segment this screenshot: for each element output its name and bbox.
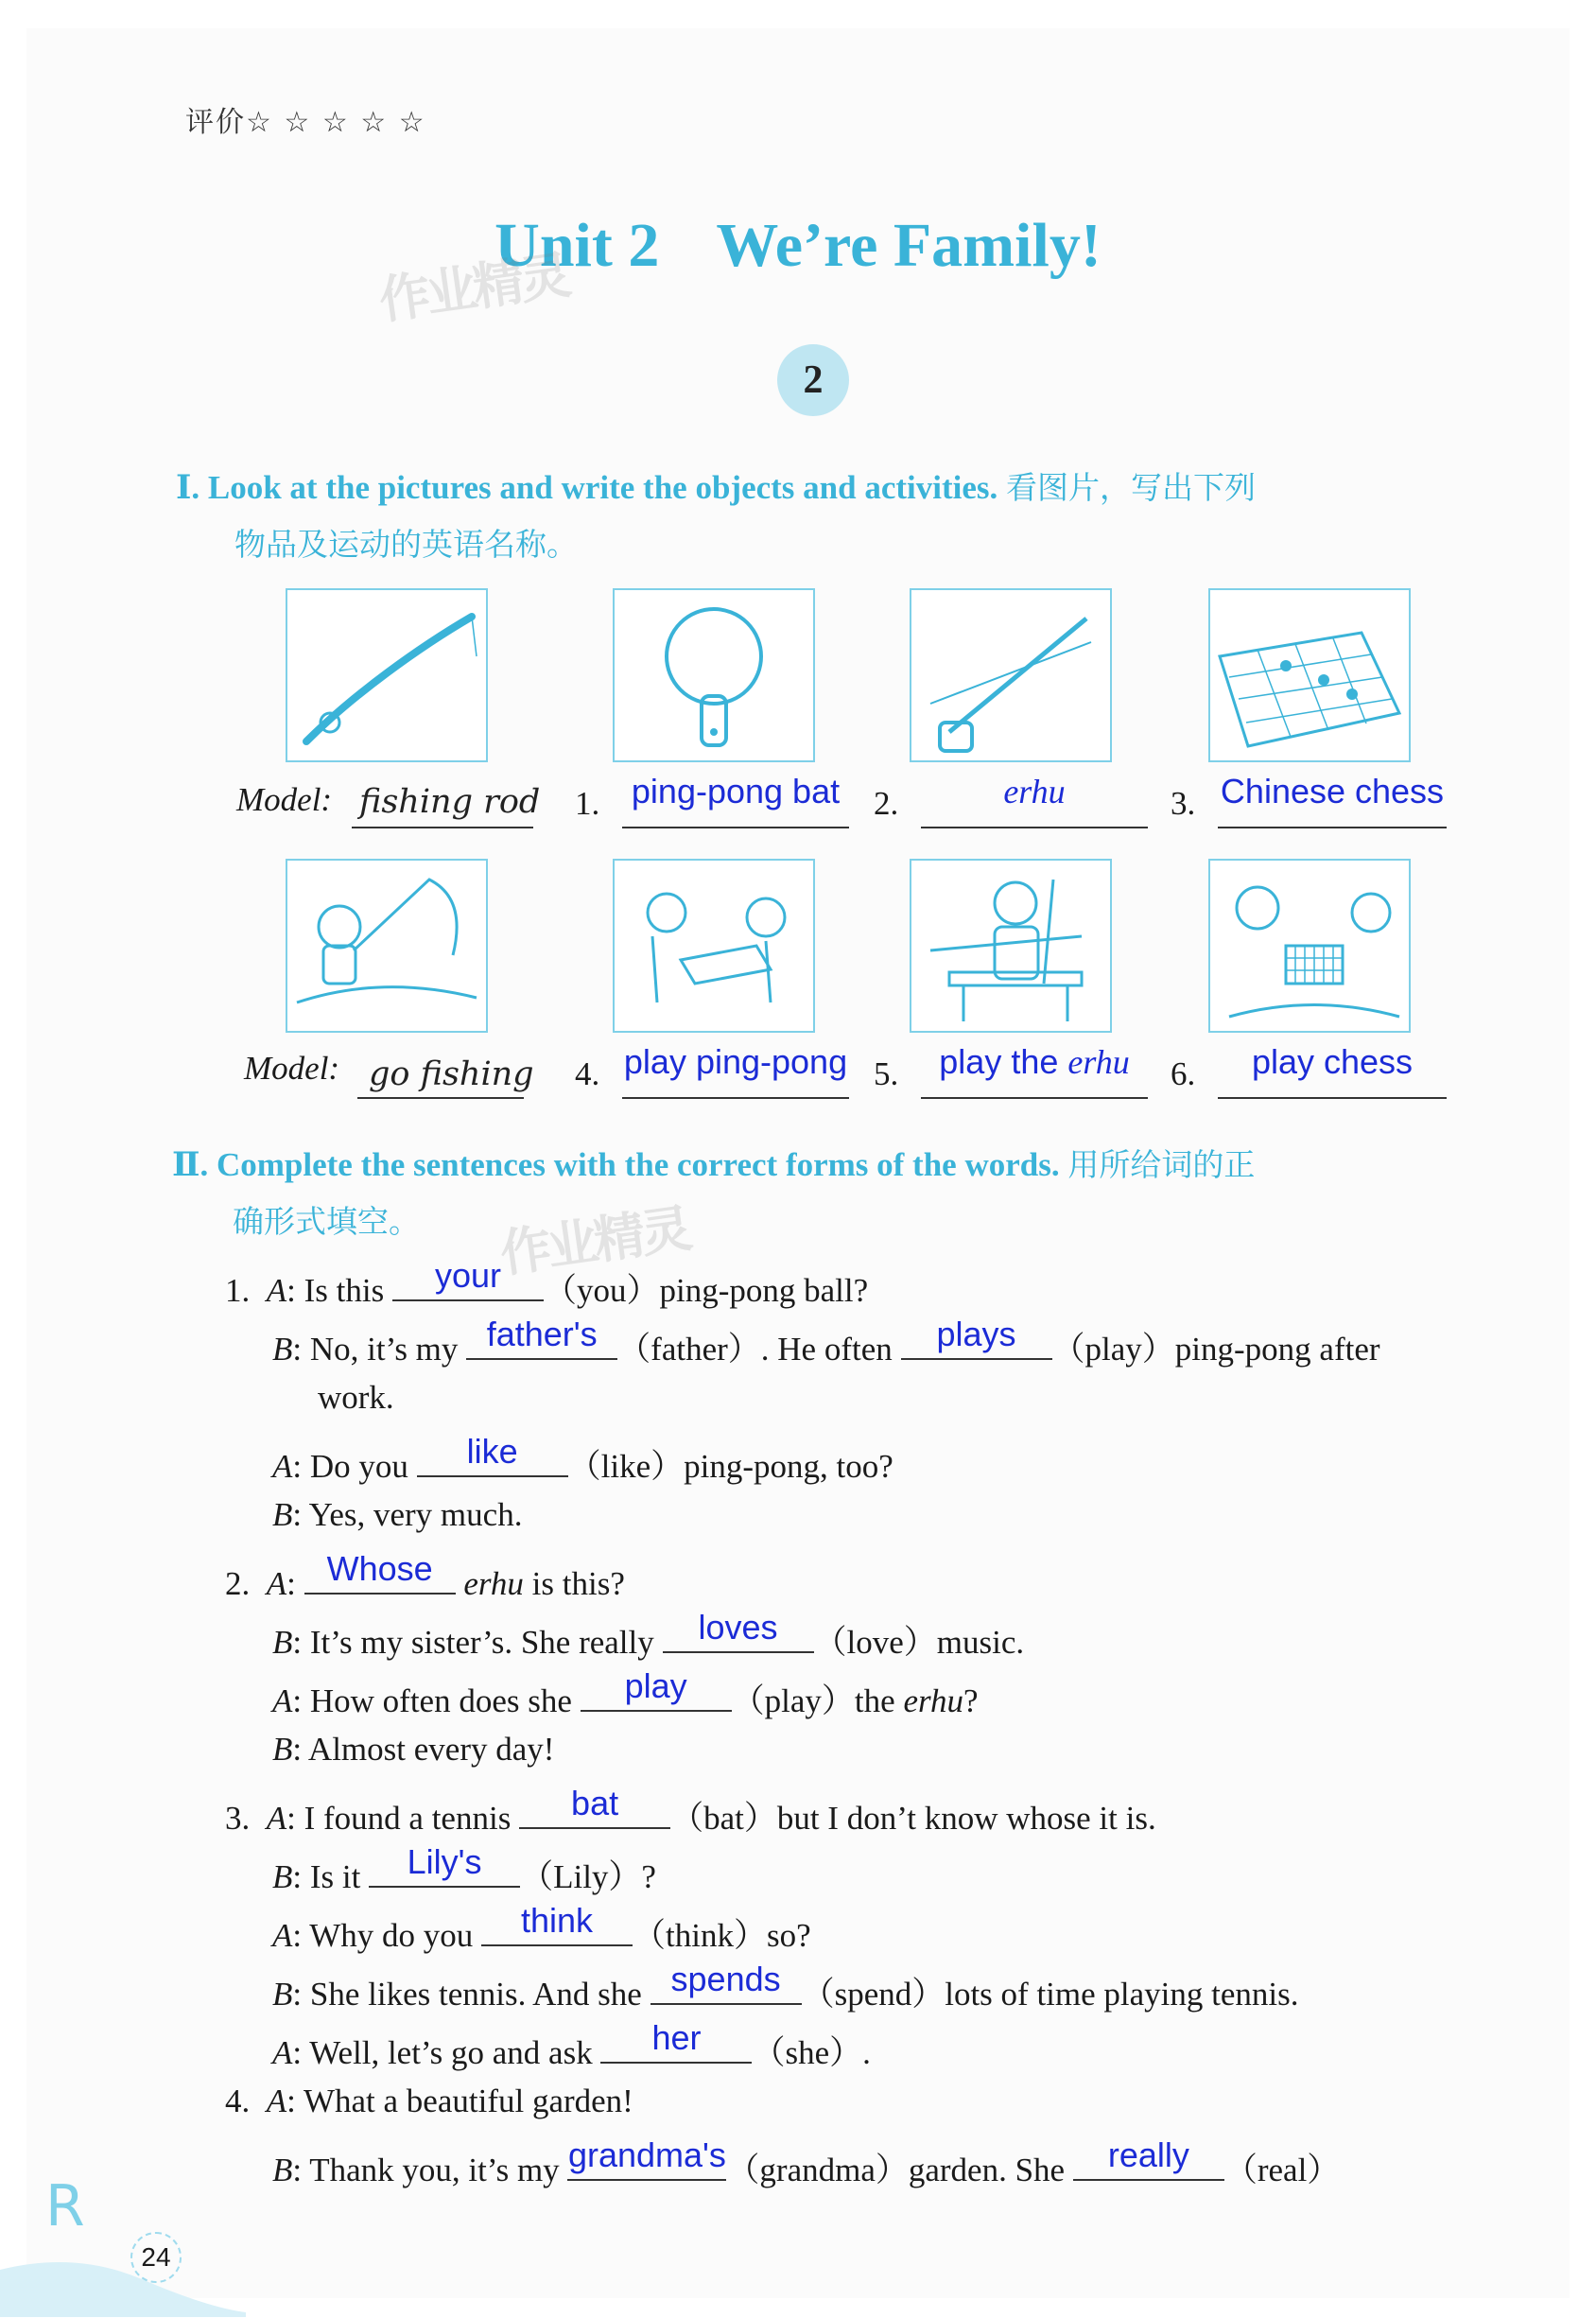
q1-line-2 <box>272 1315 1380 1370</box>
footer-wave-decoration <box>0 2241 246 2317</box>
section-2-instruction-cn: 用所给词的正 <box>1067 1146 1256 1183</box>
item-1-answer: ping-pong bat <box>631 772 841 810</box>
page-number: 24 <box>130 2232 182 2283</box>
answer-blank <box>466 1315 617 1360</box>
item-2-number: 2. <box>874 785 899 822</box>
speaker: B <box>272 1331 293 1368</box>
q1-line-4 <box>272 1432 893 1488</box>
play-chess-picture <box>1208 859 1411 1033</box>
q2-line-1 <box>225 1549 625 1603</box>
answer-blank <box>304 1549 456 1595</box>
unit-name: We’re Family! <box>716 211 1102 280</box>
speaker: B <box>272 1731 293 1768</box>
chinese-chess-picture <box>1208 588 1411 762</box>
erhu-picture <box>910 588 1112 762</box>
ping-pong-bat-picture <box>613 588 815 762</box>
sentence-text: : It’s my sister’s. She really <box>292 1624 663 1661</box>
sentence-text: （father）. He often <box>617 1331 901 1368</box>
answer-fill: father's <box>486 1315 598 1353</box>
item-5-answer <box>921 1042 1148 1082</box>
rating-label: 评价☆ ☆ ☆ ☆ ☆ <box>185 106 426 139</box>
item-5-number: 5. <box>874 1055 899 1092</box>
watermark: 作业精灵 <box>375 245 571 331</box>
model-answer: fishing rod <box>359 783 541 821</box>
q3-line-5 <box>272 2018 871 2074</box>
speaker: B <box>272 1624 293 1661</box>
answer-blank <box>901 1315 1052 1360</box>
answer-blank <box>392 1256 544 1301</box>
sentence-text: : <box>286 1565 304 1602</box>
corner-mark: R <box>45 2173 85 2240</box>
sentence-text: : Almost every day! <box>292 1731 555 1768</box>
model-label: Model: <box>236 781 333 818</box>
section-2-heading <box>172 1137 1255 1194</box>
answer-fill: your <box>434 1256 501 1295</box>
answer-fill: Lily's <box>407 1842 482 1881</box>
sentence-text: （love）music. <box>813 1624 1025 1661</box>
answer-fill: plays <box>936 1315 1016 1353</box>
answer-blank <box>651 1960 802 2005</box>
watermark: 作业精灵 <box>496 1198 692 1284</box>
q1-line-1 <box>225 1256 869 1312</box>
speaker: B <box>272 1976 293 2013</box>
fishing-rod-picture <box>286 588 488 762</box>
answer-blank <box>581 1666 732 1712</box>
q3-line-3 <box>272 1901 811 1957</box>
q3-line-2 <box>272 1842 656 1898</box>
answer-fill: play <box>624 1666 687 1705</box>
section-1-heading <box>176 460 1256 516</box>
speaker: A <box>272 1917 293 1954</box>
sentence-text: erhu <box>463 1565 524 1602</box>
item-4-number: 4. <box>575 1055 600 1092</box>
model-2-answer: go fishing <box>369 1055 534 1093</box>
sentence-text: erhu <box>903 1682 963 1719</box>
section-1-instruction-cn: 看图片，写出下列 <box>1006 469 1257 506</box>
section-1-instruction-cn-2: 物品及运动的英语名称。 <box>234 526 578 563</box>
speaker: A <box>272 2034 293 2071</box>
answer-blank <box>369 1842 520 1888</box>
answer-fill: bat <box>571 1784 619 1822</box>
q2-line-4 <box>272 1731 554 1769</box>
sentence-text: （real） <box>1223 2152 1341 2188</box>
q4-number: 4. <box>225 2083 251 2119</box>
answer-blank <box>1073 2135 1224 2181</box>
speaker: B <box>272 1496 293 1533</box>
play-erhu-picture <box>910 859 1112 1033</box>
speaker: A <box>266 1565 287 1602</box>
section-1-instruction-en: Look at the pictures and write the objects and activities. <box>207 469 998 506</box>
answer-blank <box>600 2018 752 2064</box>
answer-blank <box>481 1901 633 1946</box>
item-2-answer: erhu <box>1003 773 1066 810</box>
section-1-number: Ⅰ. <box>176 469 200 506</box>
item-3-number: 3. <box>1171 785 1196 822</box>
go-fishing-picture <box>286 859 488 1033</box>
q2-number: 2. <box>225 1565 251 1602</box>
section-1-heading-line2 <box>234 516 578 573</box>
q2-line-2 <box>272 1608 1025 1664</box>
answer-fill: really <box>1107 2135 1189 2174</box>
sentence-text: is this? <box>523 1565 625 1602</box>
q1-number: 1. <box>225 1272 251 1309</box>
sentence-text: : I found a tennis <box>286 1800 520 1837</box>
sentence-text: : Why do you <box>292 1917 482 1954</box>
answer-fill: her <box>651 2018 702 2057</box>
sentence-text: （play）ping-pong after <box>1051 1331 1380 1368</box>
q4-line-1 <box>225 2083 633 2120</box>
section-2-heading-line2 <box>233 1194 420 1250</box>
sentence-text: : Well, let’s go and ask <box>292 2034 601 2071</box>
sentence-text: （you）ping-pong ball? <box>543 1272 869 1309</box>
sentence-text: （she）. <box>752 2034 871 2071</box>
sentence-text: （like）ping-pong, too? <box>567 1448 893 1485</box>
item-1-number: 1. <box>575 785 600 822</box>
lesson-number-badge: 2 <box>777 344 849 416</box>
sentence-text: （Lily）? <box>520 1858 656 1895</box>
sentence-text: （grandma）garden. She <box>726 2152 1073 2188</box>
speaker: A <box>266 1800 287 1837</box>
sentence-text: : She likes tennis. And she <box>292 1976 651 2013</box>
item-6-number: 6. <box>1171 1055 1196 1092</box>
speaker: B <box>272 1858 293 1895</box>
q1-line-5 <box>272 1496 522 1534</box>
item-5-answer-a: play the <box>939 1042 1068 1081</box>
sentence-text: : Yes, very much. <box>292 1496 523 1533</box>
answer-fill: grandma's <box>567 2135 726 2174</box>
q2-line-3 <box>272 1666 979 1722</box>
speaker: A <box>272 1682 293 1719</box>
unit-number: Unit 2 <box>494 211 660 280</box>
speaker: A <box>266 2083 287 2119</box>
section-2-number: Ⅱ. <box>172 1146 209 1183</box>
speaker: B <box>272 2152 293 2188</box>
q3-number: 3. <box>225 1800 251 1837</box>
sentence-text: : Is this <box>286 1272 392 1309</box>
sentence-text: : Thank you, it’s my <box>292 2152 568 2188</box>
sentence-text: : What a beautiful garden! <box>286 2083 633 2119</box>
sentence-text: : Is it <box>292 1858 370 1895</box>
answer-blank <box>567 2135 726 2181</box>
answer-fill: loves <box>698 1608 778 1647</box>
item-5-answer-b: erhu <box>1067 1043 1130 1081</box>
sentence-text: ? <box>963 1682 979 1719</box>
sentence-text: （think）so? <box>633 1917 811 1954</box>
sentence-text: （spend）lots of time playing tennis. <box>801 1976 1299 2013</box>
answer-fill: think <box>521 1901 594 1940</box>
q3-line-4 <box>272 1960 1299 2015</box>
sentence-text: : Do you <box>292 1448 417 1485</box>
answer-blank <box>417 1432 568 1477</box>
unit-title <box>0 210 1596 282</box>
answer-fill: Whose <box>326 1549 433 1588</box>
speaker: A <box>266 1272 287 1309</box>
sentence-text: （play）the <box>731 1682 904 1719</box>
item-6-answer: play chess <box>1251 1042 1414 1081</box>
q1-line-3: work. <box>318 1379 394 1416</box>
section-2-instruction-cn-2: 确形式填空。 <box>233 1203 420 1240</box>
sentence-text: : How often does she <box>292 1682 581 1719</box>
item-3-answer: Chinese chess <box>1220 772 1445 810</box>
sentence-text: （bat）but I don’t know whose it is. <box>670 1800 1156 1837</box>
answer-fill: like <box>466 1432 518 1471</box>
model-2-label: Model: <box>244 1050 340 1087</box>
section-2-instruction-en: Complete the sentences with the correct forms of the words. <box>217 1146 1060 1183</box>
answer-fill: spends <box>670 1960 781 1998</box>
sentence-text: : No, it’s my <box>292 1331 467 1368</box>
answer-blank <box>663 1608 814 1653</box>
q4-line-2 <box>272 2135 1341 2191</box>
item-4-answer: play ping-pong <box>623 1042 848 1081</box>
q3-line-1 <box>225 1784 1156 1839</box>
answer-blank <box>519 1784 670 1829</box>
speaker: A <box>272 1448 293 1485</box>
play-ping-pong-picture <box>613 859 815 1033</box>
